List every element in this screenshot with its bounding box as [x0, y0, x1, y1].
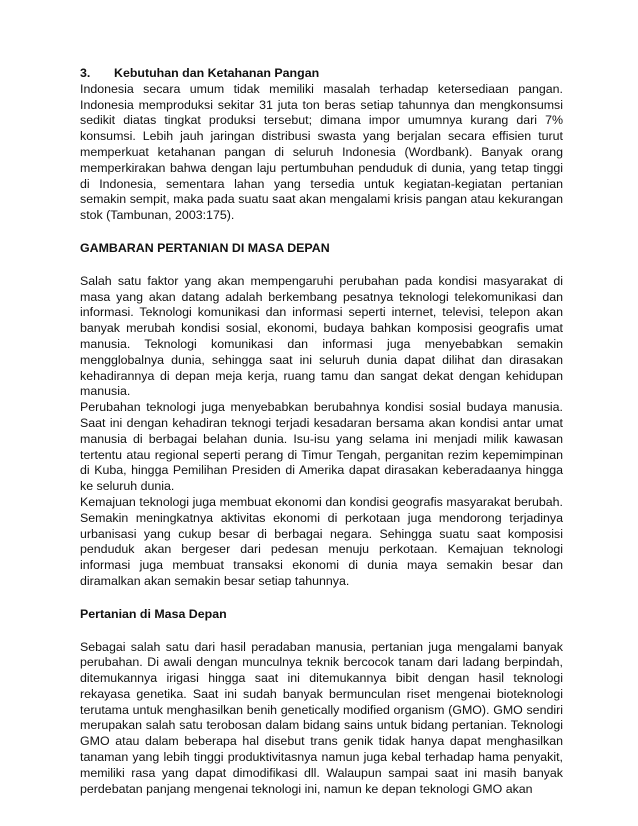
- section-title: Kebutuhan dan Ketahanan Pangan: [114, 66, 320, 80]
- paragraph-agriculture-evolution: Sebagai salah satu dari hasil peradaban manusia, pertanian juga mengalami banyak perubahan. Di awali dengan munculnya teknik bercocok tanam dari ladang berpindah, ditemukannya irigasi hingga saat ini ditemukannya bibit dengan hasil teknologi rekayasa genetika. Saat ini sudah banyak bermunculan riset mengenai bioteknologi terutama untuk menghasilkan benih genetically modified organism (GMO). GMO sendiri merupakan salah satu terobosan dalam bidang sains untuk bidang pertanian. Teknologi GMO atau dalam beberapa hal disebut trans genik tidak hanya dapat menghasilkan tanaman yang lebih tinggi produktivitasnya namun juga kebal terhadap hama penyakit, memiliki rasa yang dapat dimodifikasi dll. Walaupun sampai saat ini masih banyak perdebatan panjang mengenai teknologi ini, namun ke depan teknologi GMO akan: [80, 639, 563, 796]
- document-page: [80, 66, 563, 797]
- paragraph-food-security: Indonesia secara umum tidak memiliki masalah terhadap ketersediaan pangan. Indonesia memproduksi sekitar 31 juta ton beras setiap tahunnya dan mengkonsumsi sedikit diatas tingkat produksi tersebut; dimana impor umumnya kurang dari 7% konsumsi. Lebih jauh jaringan distribusi swasta yang berjalan secara effisien turut memperkuat ketahanan pangan di seluruh Indonesia (Wordbank). Banyak orang memperkirakan bahwa dengan laju pertumbuhan penduduk di dunia, yang tetap tinggi di Indonesia, sementara lahan yang tersedia untuk kegiatan-kegiatan pertanian semakin sempit, maka pada suatu saat akan mengalami krisis pangan atau kekurangan stok (Tambunan, 2003:175).: [80, 81, 563, 223]
- paragraph-economic-change: Kemajuan teknologi juga membuat ekonomi dan kondisi geografis masyarakat berubah. Semakin meningkatnya aktivitas ekonomi di perkotaan juga mendorong terjadinya urbanisasi yang cukup besar di berbagai negara. Sehingga suatu saat komposisi penduduk akan bergeser dari pedesan menuju perkotaan. Kemajuan teknologi informasi juga membuat transaksi ekonomi di dunia maya semakin besar dan diramalkan akan semakin besar setiap tahunnya.: [80, 494, 563, 588]
- section-heading-future-agriculture-overview: GAMBARAN PERTANIAN DI MASA DEPAN: [80, 240, 330, 255]
- section-heading-future-agriculture: Pertanian di Masa Depan: [80, 606, 227, 621]
- paragraph-sociocultural-change: Perubahan teknologi juga menyebabkan berubahnya kondisi sosial budaya manusia. Saat ini dengan kehadiran teknogi terjadi kesadaran bersama akan kondisi antar umat manusia di berbagai belahan dunia. Isu-isu yang selama ini menjadi milik kawasan tertentu atau regional seperti perang di Timur Tengah, perganitan rezim kepemimpinan di Kuba, hingga Pemilihan Presiden di Amerika dapat dirasakan keberadaanya hingga ke seluruh dunia.: [80, 400, 563, 494]
- paragraph-technology-impact: Salah satu faktor yang akan mempengaruhi perubahan pada kondisi masyarakat di masa yang akan datang adalah berkembang pesatnya teknologi telekomunikasi dan informasi. Teknologi komunikasi dan informasi seperti internet, televisi, telepon akan banyak merubah kondisi sosial, ekonomi, budaya bahkan komposisi geografis umat manusia. Teknologi komunikasi dan informasi juga menyebabkan semakin mengglobalnya dunia, sehingga saat ini seluruh dunia dapat dilihat dan dirasakan kehadirannya di depan meja kerja, ruang tamu dan sangat dekat dengan kehidupan manusia.: [80, 273, 563, 399]
- section-heading-food-security: [80, 66, 563, 82]
- section-number: 3.: [80, 66, 91, 80]
